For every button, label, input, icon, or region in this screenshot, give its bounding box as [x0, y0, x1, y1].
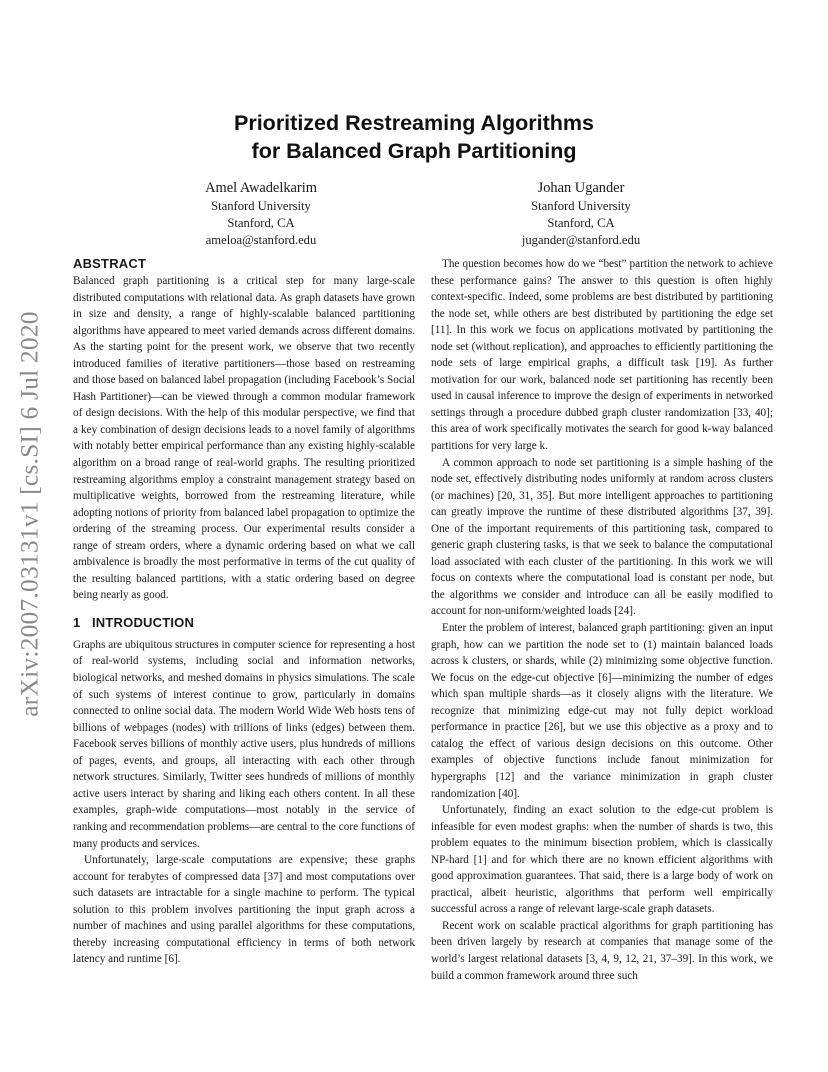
section-title: INTRODUCTION	[92, 614, 195, 630]
arxiv-identifier-text: arXiv:2007.03131v1 [cs.SI] 6 Jul 2020	[15, 311, 45, 717]
author-name: Johan Ugander	[537, 180, 625, 196]
title-line-1: Prioritized Restreaming Algorithms	[234, 111, 594, 135]
paragraph: A common approach to node set partitioning is a simple hashing of the node set, effectively distributing nodes uniformly at random across clusters (or machines) [20, 31, 35]. But more intelligent approaches to partitioning can greatly improve the runtime of these distributed algorithms [37, 39]. One of the important requirements of this partitioning task, compared to generic graph clustering tasks, is that we seek to balance the computational load associated with each cluster of the partitioning. In this work we will focus on contexts where the computational load is constant per node, but the algorithms we consider and introduce can all be easily modified to account for non-uniform/weighted loads [24].	[431, 456, 773, 618]
right-column	[431, 256, 773, 984]
paragraph: Recent work on scalable practical algorithms for graph partitioning has been driven largely by research at companies that manage some of the world’s largest relational datasets [3, 4, 9, 12, 21, 37–39]. In this work, we build a common framework around three such	[431, 919, 773, 982]
paragraph: Graphs are ubiquitous structures in computer science for representing a host of real-world systems, including social and information networks, biological networks, and meshed domains in physics simulations. The scale of such systems of interest continue to grow, particularly in domains connected to online social data. The modern World Wide Web hosts tens of billions of webpages (nodes) with trillions of links (edges) between them. Facebook serves billions of monthly active users, plus hundreds of millions of pages, events, and groups, all interacting with each other through network structures. Similarly, Twitter sees hundreds of millions of monthly active users interact by sharing and liking each others content. In all these examples, graph-wide computations—most notably in the service of ranking and recommendation problems—are central to the core functions of many products and services.	[73, 638, 415, 850]
author-block-2	[431, 178, 731, 249]
paragraph: Unfortunately, large-scale computations are expensive; these graphs account for terabytes of compressed data [37] and most computations over such datasets are intractable for a single machine to perform. The typical solution to this problem involves partitioning the input graph across a number of machines and using parallel algorithms for these computations, thereby increasing computational efficiency in terms of both network latency and runtime [6].	[73, 854, 415, 966]
author-email: jugander@stanford.edu	[521, 233, 641, 247]
title-line-2: for Balanced Graph Partitioning	[251, 139, 577, 163]
paragraph: Unfortunately, finding an exact solution to the edge-cut problem is infeasible for even modest graphs: when the number of shards is two, this problem equates to the minimum bisection problem, which is classically NP-hard [1] and for which there are no known efficient algorithms with good approximation guarantees. That said, there is a large body of work on practical, albeit heuristic, algorithms that perform well empirically successful across a range of relevant large-scale graph datasets.	[431, 804, 773, 916]
author-block-1	[111, 178, 411, 249]
author-location: Stanford, CA	[547, 216, 615, 230]
paragraph: The question becomes how do we “best” partition the network to achieve these performance gains? The answer to this question is often highly context-specific. Indeed, some problems are best distributed by partitioning the node set, while others are best distributed by partitioning the edge set [11]. In this work we focus on applications motivated by partitioning the node set (without replication), and approaches to efficiently partitioning the node sets of large empirical graphs, a difficult task [19]. As further motivation for our work, balanced node set partitioning has recently been used in causal inference to improve the design of experiments in networked settings through a procedure dubbed graph cluster randomization [33, 40]; this area of work specifically motivates the search for good k-way balanced partitions for very large k.	[431, 258, 773, 453]
author-location: Stanford, CA	[227, 216, 295, 230]
author-affiliation: Stanford University	[531, 199, 631, 213]
paper-title	[0, 109, 828, 165]
section-number: 1	[73, 614, 81, 630]
abstract-heading: ABSTRACT	[73, 256, 147, 271]
abstract-text: Balanced graph partitioning is a critical step for many large-scale distributed computations with relational data. As graph datasets have grown in size and density, a range of highly-scalable balanced partitioning algorithms have appeared to meet varied demands across different domains. As the starting point for the present work, we observe that two recently introduced families of iterative partitioners—those based on restreaming and those based on balanced label propagation (including Facebook’s Social Hash Partitioner)—can be viewed through a common modular framework of design decisions. With the help of this modular perspective, we find that a key combination of design decisions leads to a novel family of algorithms with notably better empirical performance than any existing highly-scalable algorithm on a broad range of real-world graphs. The resulting prioritized restreaming algorithms employ a constraint management strategy based on multiplicative weights, borrowed from the restreaming literature, while adopting notions of priority from balanced label propagation to optimize the ordering of the streaming process. Our experimental results consider a range of stream orders, where a dynamic ordering based on what we call ambivalence is broadly the most performative in terms of the cut quality of the resulting balanced partitions, with a static ordering based on degree being nearly as good.	[73, 275, 415, 602]
paragraph: Enter the problem of interest, balanced graph partitioning: given an input graph, how can we partition the node set to (1) maintain balanced loads across k clusters, or shards, while (2) minimizing some objective function. We focus on the edge-cut objective [6]—minimizing the number of edges which span multiple shards—as it closely aligns with the literature. We recognize that minimizing edge-cut may not fully depict workload performance in practice [26], but we use this objective as a proxy and to catalog the effect of various design decisions on this outcome. Other examples of objective functions include fanout minimization for hypergraphs [12] and the variance minimization in graph cluster randomization [40].	[431, 622, 773, 800]
left-column	[73, 255, 415, 968]
author-name: Amel Awadelkarim	[205, 180, 317, 196]
author-email: ameloa@stanford.edu	[205, 233, 317, 247]
arxiv-identifier	[6, 311, 54, 717]
section-heading-introduction	[73, 614, 415, 632]
author-affiliation: Stanford University	[211, 199, 311, 213]
